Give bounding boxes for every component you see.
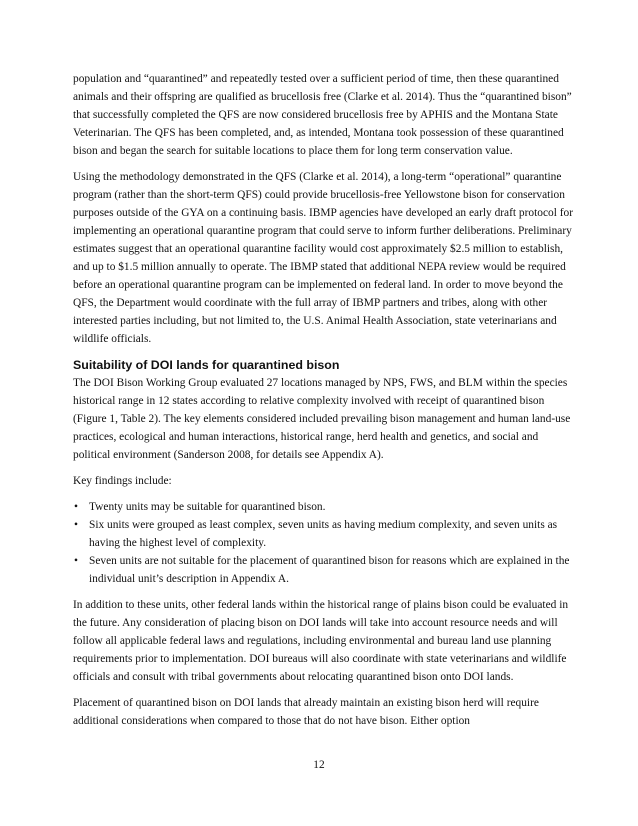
paragraph-operational-quarantine: Using the methodology demonstrated in the QFS (Clarke et al. 2014), a long-term “operational” quarantine program (rather than the short-term QFS) could provide brucellosis-free Yellowstone bison for conservation purposes outside of the GYA on a continuing basis. IBMP agencies have developed an early draft protocol for implementing an operational quarantine program that could serve to inform further deliberations. Preliminary estimates suggest that an operational quarantine facility would cost approximately $2.5 million to establish, and up to $1.5 million annually to operate. The IBMP stated that additional NEPA review would be required before an operational quarantine program can be implemented on federal land. In order to move beyond the QFS, the Department would coordinate with the full array of IBMP partners and tribes, along with other interested parties including, but not limited to, the U.S. Animal Health Association, state veterinarians and wildlife officials.	[73, 171, 574, 345]
page-number: 12	[313, 759, 325, 771]
paragraph-key-findings-intro: Key findings include:	[73, 475, 172, 487]
bullet-icon: •	[74, 555, 78, 567]
list-item	[73, 552, 573, 588]
paragraph-quarantine-results: population and “quarantined” and repeatedly tested over a sufficient period of time, then these quarantined animals and their offspring are qualified as brucellosis free (Clarke et al. 2014). Thus the “quarantined bison” that successfully completed the QFS are now considered brucellosis free by APHIS and the Montana State Veterinarian. The QFS has been completed, and, as intended, Montana took possession of these quarantined bison and began the search for suitable locations to place them for long term conservation value.	[73, 73, 572, 157]
key-findings-list	[73, 498, 573, 588]
list-item-text: Six units were grouped as least complex, seven units as having medium complexity, and seven units as having the highest level of complexity.	[89, 519, 558, 549]
list-item	[73, 516, 573, 552]
paragraph-other-federal-lands: In addition to these units, other federal lands within the historical range of plains bison could be evaluated in the future. Any consideration of placing bison on DOI lands will take into account resource needs and will follow all applicable federal laws and regulations, including environmental and bureau land use planning requirements prior to implementation. DOI bureaus will also coordinate with state veterinarians and wildlife officials and consult with tribal governments about relocating quarantined bison onto DOI lands.	[73, 599, 569, 683]
list-item	[73, 498, 573, 516]
section-heading: Suitability of DOI lands for quarantined bison	[73, 358, 340, 372]
list-item-text: Seven units are not suitable for the placement of quarantined bison for reasons which are explained in the individual unit’s description in Appendix A.	[89, 555, 570, 585]
bullet-icon: •	[74, 501, 78, 513]
bullet-icon: •	[74, 519, 78, 531]
page-body	[73, 70, 573, 738]
paragraph-working-group: The DOI Bison Working Group evaluated 27 locations managed by NPS, FWS, and BLM within the species historical range in 12 states according to relative complexity involved with receipt of quarantined bison (Figure 1, Table 2). The key elements considered included prevailing bison management and human land-use practices, ecological and human interactions, historical range, herd health and genetics, and social and political environment (Sanderson 2008, for details see Appendix A).	[73, 377, 571, 461]
list-item-text: Twenty units may be suitable for quarantined bison.	[89, 501, 326, 513]
paragraph-existing-herds: Placement of quarantined bison on DOI lands that already maintain an existing bison herd will require additional considerations when compared to those that do not have bison. Either option	[73, 697, 539, 727]
